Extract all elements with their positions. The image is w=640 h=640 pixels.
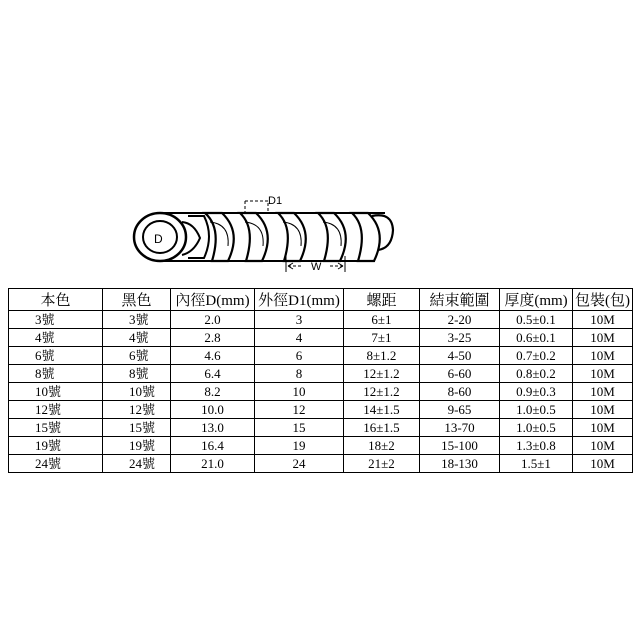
table-body bbox=[9, 311, 633, 473]
label-d1: D1 bbox=[268, 195, 283, 207]
table-cell: 16.4 bbox=[171, 437, 255, 455]
table-cell: 12號 bbox=[9, 401, 103, 419]
table-cell: 6.4 bbox=[171, 365, 255, 383]
label-d: D bbox=[154, 232, 163, 246]
col-header: 外徑D1(mm) bbox=[255, 289, 344, 311]
table-cell: 10M bbox=[573, 329, 633, 347]
table-cell: 4 bbox=[255, 329, 344, 347]
table-cell: 8.2 bbox=[171, 383, 255, 401]
col-header: 本色 bbox=[9, 289, 103, 311]
table-cell: 10.0 bbox=[171, 401, 255, 419]
table-cell: 16±1.5 bbox=[344, 419, 420, 437]
spec-table bbox=[8, 288, 633, 473]
table-cell: 24號 bbox=[9, 455, 103, 473]
table-cell: 12 bbox=[255, 401, 344, 419]
table-cell: 4.6 bbox=[171, 347, 255, 365]
table-cell: 10號 bbox=[103, 383, 171, 401]
table-cell: 10號 bbox=[9, 383, 103, 401]
table-cell: 14±1.5 bbox=[344, 401, 420, 419]
spiral-band bbox=[205, 213, 380, 261]
table-cell: 3號 bbox=[9, 311, 103, 329]
table-cell: 4-50 bbox=[420, 347, 500, 365]
table-cell: 3 bbox=[255, 311, 344, 329]
table-cell: 21±2 bbox=[344, 455, 420, 473]
table-cell: 19號 bbox=[103, 437, 171, 455]
table-cell: 1.3±0.8 bbox=[500, 437, 573, 455]
table-cell: 2-20 bbox=[420, 311, 500, 329]
label-w: W bbox=[311, 261, 322, 273]
table-row bbox=[9, 311, 633, 329]
table-cell: 10M bbox=[573, 311, 633, 329]
table-cell: 19 bbox=[255, 437, 344, 455]
table-row bbox=[9, 347, 633, 365]
table-row bbox=[9, 329, 633, 347]
table-cell: 8號 bbox=[103, 365, 171, 383]
col-header: 結束範圍 bbox=[420, 289, 500, 311]
table-cell: 24號 bbox=[103, 455, 171, 473]
col-header: 黑色 bbox=[103, 289, 171, 311]
table-cell: 6-60 bbox=[420, 365, 500, 383]
table-cell: 21.0 bbox=[171, 455, 255, 473]
table-cell: 10M bbox=[573, 401, 633, 419]
table-cell: 6號 bbox=[9, 347, 103, 365]
header-row bbox=[9, 289, 633, 311]
table-cell: 24 bbox=[255, 455, 344, 473]
table-cell: 12±1.2 bbox=[344, 365, 420, 383]
table-cell: 0.9±0.3 bbox=[500, 383, 573, 401]
spiral-wrap-diagram bbox=[0, 0, 640, 290]
table-cell: 10M bbox=[573, 419, 633, 437]
col-header: 厚度(mm) bbox=[500, 289, 573, 311]
table-cell: 0.6±0.1 bbox=[500, 329, 573, 347]
table-row bbox=[9, 419, 633, 437]
table-cell: 1.0±0.5 bbox=[500, 401, 573, 419]
table-cell: 10M bbox=[573, 383, 633, 401]
table-cell: 2.0 bbox=[171, 311, 255, 329]
table-cell: 10M bbox=[573, 365, 633, 383]
table-cell: 0.8±0.2 bbox=[500, 365, 573, 383]
table-cell: 2.8 bbox=[171, 329, 255, 347]
table-cell: 18±2 bbox=[344, 437, 420, 455]
table-row bbox=[9, 455, 633, 473]
table-cell: 18-130 bbox=[420, 455, 500, 473]
table-cell: 9-65 bbox=[420, 401, 500, 419]
table-row bbox=[9, 383, 633, 401]
table-cell: 13-70 bbox=[420, 419, 500, 437]
col-header: 包裝(包) bbox=[573, 289, 633, 311]
table-cell: 15-100 bbox=[420, 437, 500, 455]
table-row bbox=[9, 437, 633, 455]
table-cell: 6號 bbox=[103, 347, 171, 365]
table-cell: 8±1.2 bbox=[344, 347, 420, 365]
tube-body bbox=[160, 213, 385, 261]
table-cell: 12號 bbox=[103, 401, 171, 419]
table-cell: 4號 bbox=[103, 329, 171, 347]
table-cell: 1.0±0.5 bbox=[500, 419, 573, 437]
table-cell: 15號 bbox=[9, 419, 103, 437]
table-cell: 1.5±1 bbox=[500, 455, 573, 473]
table-cell: 8 bbox=[255, 365, 344, 383]
table-cell: 15 bbox=[255, 419, 344, 437]
col-header: 內徑D(mm) bbox=[171, 289, 255, 311]
table-cell: 13.0 bbox=[171, 419, 255, 437]
table-cell: 8-60 bbox=[420, 383, 500, 401]
table-cell: 3-25 bbox=[420, 329, 500, 347]
table-cell: 0.7±0.2 bbox=[500, 347, 573, 365]
table-cell: 12±1.2 bbox=[344, 383, 420, 401]
col-header: 螺距 bbox=[344, 289, 420, 311]
table-cell: 19號 bbox=[9, 437, 103, 455]
table-cell: 0.5±0.1 bbox=[500, 311, 573, 329]
table-cell: 6 bbox=[255, 347, 344, 365]
table-row bbox=[9, 365, 633, 383]
table-cell: 3號 bbox=[103, 311, 171, 329]
table-row bbox=[9, 401, 633, 419]
table-cell: 10M bbox=[573, 437, 633, 455]
table-cell: 6±1 bbox=[344, 311, 420, 329]
table-cell: 4號 bbox=[9, 329, 103, 347]
table-cell: 8號 bbox=[9, 365, 103, 383]
table-cell: 10 bbox=[255, 383, 344, 401]
table-cell: 15號 bbox=[103, 419, 171, 437]
table-cell: 10M bbox=[573, 347, 633, 365]
table-cell: 10M bbox=[573, 455, 633, 473]
table-cell: 7±1 bbox=[344, 329, 420, 347]
